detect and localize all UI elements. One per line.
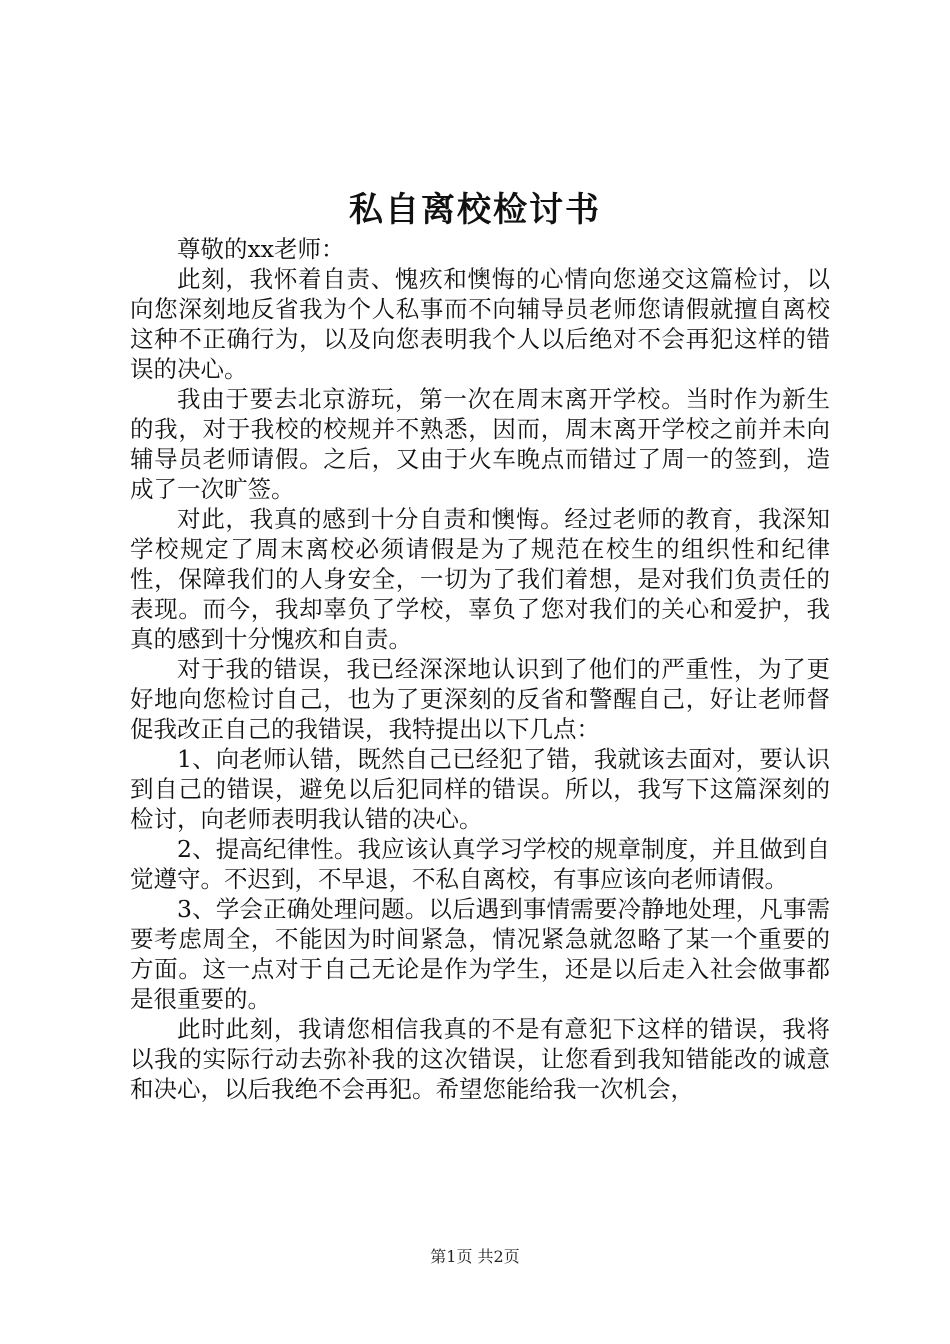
list-item-1: 1、向老师认错，既然自己已经犯了错，我就该去面对，要认识到自己的错误，避免以后犯同样的错误。所以，我写下这篇深刻的检讨，向老师表明我认错的决心。: [130, 745, 830, 833]
paragraph-2: 我由于要去北京游玩，第一次在周末离开学校。当时作为新生的我，对于我校的校规并不熟悉，因而，周末离开学校之前并未向辅导员老师请假。之后，又由于火车晚点而错过了周一的签到，造成了一次旷签。: [130, 385, 830, 503]
page-footer: 第1页 共2页: [430, 1247, 520, 1266]
paragraph-closing: 此时此刻，我请您相信我真的不是有意犯下这样的错误，我将以我的实际行动去弥补我的这次错误，让您看到我知错能改的诚意和决心，以后我绝不会再犯。希望您能给我一次机会，: [130, 1015, 830, 1103]
greeting-line: 尊敬的xx老师：: [177, 235, 345, 263]
paragraph-1: 此刻，我怀着自责、愧疚和懊悔的心情向您递交这篇检讨，以向您深刻地反省我为个人私事而不向辅导员老师您请假就擅自离校这种不正确行为，以及向您表明我个人以后绝对不会再犯这样的错误的决心。: [130, 265, 830, 383]
paragraph-4: 对于我的错误，我已经深深地认识到了他们的严重性，为了更好地向您检讨自己，也为了更深刻的反省和警醒自己，好让老师督促我改正自己的我错误，我特提出以下几点：: [130, 655, 830, 743]
document-body: [130, 234, 830, 1104]
document-title: 私自离校检讨书: [349, 190, 601, 230]
paragraph-3: 对此，我真的感到十分自责和懊悔。经过老师的教育，我深知学校规定了周末离校必须请假是为了规范在校生的组织性和纪律性，保障我们的人身安全，一切为了我们着想，是对我们负责任的表现。而今，我却辜负了学校，辜负了您对我们的关心和爱护，我真的感到十分愧疚和自责。: [130, 505, 830, 653]
list-item-3: 3、学会正确处理问题。以后遇到事情需要冷静地处理，凡事需要考虑周全，不能因为时间紧急，情况紧急就忽略了某一个重要的方面。这一点对于自己无论是作为学生，还是以后走入社会做事都是很重要的。: [130, 895, 830, 1013]
list-item-2: 2、提高纪律性。我应该认真学习学校的规章制度，并且做到自觉遵守。不迟到，不早退，不私自离校，有事应该向老师请假。: [130, 835, 830, 893]
